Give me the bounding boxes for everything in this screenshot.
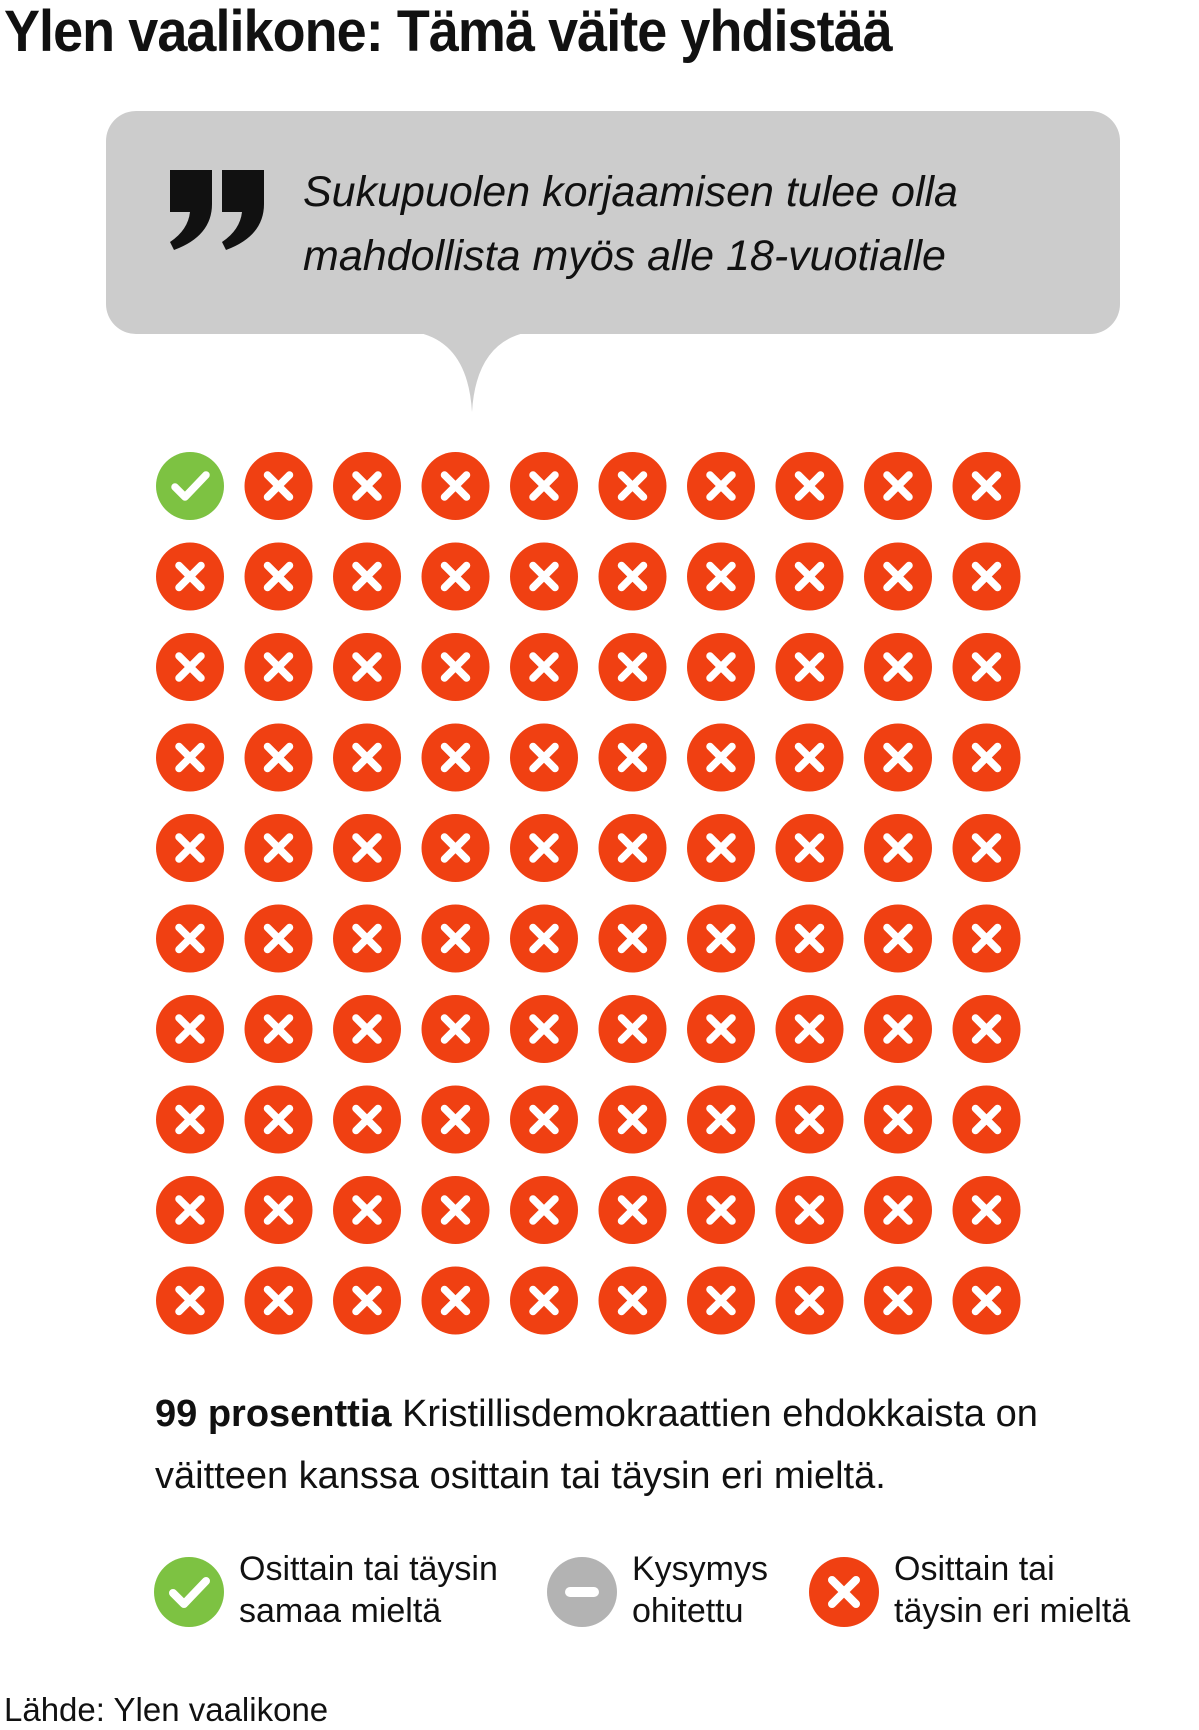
waffle-cell-disagree (864, 1086, 932, 1154)
waffle-cell-disagree (864, 995, 932, 1063)
waffle-cell-disagree (510, 1267, 578, 1335)
waffle-cell-disagree (776, 1176, 844, 1244)
waffle-cell-disagree (687, 452, 755, 520)
waffle-cell-disagree (422, 814, 490, 882)
waffle-cell-disagree (864, 905, 932, 973)
waffle-cell-disagree (245, 724, 313, 792)
waffle-cell-disagree (422, 1267, 490, 1335)
waffle-cell-disagree (422, 1176, 490, 1244)
waffle-cell-disagree (156, 995, 224, 1063)
waffle-cell-disagree (333, 995, 401, 1063)
waffle-cell-disagree (333, 1267, 401, 1335)
waffle-cell-disagree (422, 995, 490, 1063)
waffle-cell-disagree (776, 814, 844, 882)
waffle-cell-disagree (776, 724, 844, 792)
waffle-cell-disagree (599, 1176, 667, 1244)
waffle-cell-disagree (687, 1176, 755, 1244)
check-icon (153, 1556, 225, 1628)
waffle-cell-disagree (599, 1086, 667, 1154)
waffle-cell-disagree (599, 633, 667, 701)
waffle-cell-disagree (864, 633, 932, 701)
waffle-cell-disagree (599, 1267, 667, 1335)
waffle-cell-disagree (510, 1086, 578, 1154)
legend-agree-line-1: Osittain tai täysin (239, 1550, 498, 1588)
statement-line-1: Sukupuolen korjaamisen tulee olla (303, 168, 958, 216)
legend-skipped-line-2: ohitettu (632, 1592, 744, 1630)
waffle-cell-disagree (510, 724, 578, 792)
waffle-cell-disagree (156, 543, 224, 611)
waffle-cell-disagree (156, 1086, 224, 1154)
waffle-cell-disagree (687, 1086, 755, 1154)
waffle-cell-disagree (245, 543, 313, 611)
statement-line-2: mahdollista myös alle 18-vuotialle (303, 232, 946, 280)
waffle-cell-disagree (245, 905, 313, 973)
waffle-cell-disagree (510, 633, 578, 701)
minus-icon (546, 1556, 618, 1628)
waffle-cell-disagree (953, 633, 1021, 701)
legend-disagree-line-2: täysin eri mieltä (894, 1592, 1131, 1630)
waffle-cell-disagree (599, 543, 667, 611)
waffle-cell-disagree (422, 905, 490, 973)
waffle-cell-disagree (510, 1176, 578, 1244)
waffle-cell-disagree (953, 1267, 1021, 1335)
waffle-cell-disagree (864, 543, 932, 611)
waffle-cell-disagree (422, 543, 490, 611)
waffle-cell-disagree (687, 995, 755, 1063)
legend-disagree-line-1: Osittain tai (894, 1550, 1055, 1588)
waffle-cell-disagree (245, 1267, 313, 1335)
waffle-cell-disagree (422, 1086, 490, 1154)
waffle-cell-disagree (776, 543, 844, 611)
legend-label-agree (239, 1548, 498, 1632)
waffle-cell-disagree (776, 633, 844, 701)
waffle-cell-disagree (687, 814, 755, 882)
waffle-cell-disagree (333, 1086, 401, 1154)
waffle-cell-disagree (687, 905, 755, 973)
waffle-cell-disagree (953, 995, 1021, 1063)
waffle-cell-disagree (422, 724, 490, 792)
legend-label-disagree (894, 1548, 1130, 1632)
waffle-cell-disagree (599, 905, 667, 973)
waffle-cell-disagree (245, 814, 313, 882)
waffle-cell-disagree (776, 905, 844, 973)
waffle-cell-disagree (333, 543, 401, 611)
source-note: Lähde: Ylen vaalikone (4, 1691, 329, 1728)
x-icon (808, 1556, 880, 1628)
waffle-cell-disagree (864, 1267, 932, 1335)
waffle-cell-disagree (245, 633, 313, 701)
waffle-cell-disagree (953, 724, 1021, 792)
waffle-cell-agree (156, 452, 224, 520)
waffle-cell-disagree (156, 905, 224, 973)
waffle-cell-disagree (333, 633, 401, 701)
waffle-cell-disagree (953, 543, 1021, 611)
waffle-cell-disagree (156, 724, 224, 792)
waffle-cell-disagree (156, 814, 224, 882)
chart-title: Ylen vaalikone: Tämä väite yhdistää (4, 0, 892, 64)
waffle-cell-disagree (333, 452, 401, 520)
waffle-cell-disagree (953, 1176, 1021, 1244)
waffle-cell-disagree (599, 724, 667, 792)
summary-highlight: 99 prosenttia (155, 1393, 392, 1435)
waffle-cell-disagree (333, 724, 401, 792)
legend-agree-line-2: samaa mieltä (239, 1592, 442, 1630)
summary-text (155, 1383, 1115, 1507)
waffle-cell-disagree (953, 1086, 1021, 1154)
waffle-cell-disagree (422, 633, 490, 701)
waffle-cell-disagree (864, 1176, 932, 1244)
waffle-cell-disagree (156, 633, 224, 701)
waffle-cell-disagree (245, 1176, 313, 1244)
waffle-cell-disagree (422, 452, 490, 520)
waffle-cell-disagree (776, 1086, 844, 1154)
waffle-cell-disagree (599, 452, 667, 520)
waffle-cell-disagree (864, 814, 932, 882)
waffle-cell-disagree (687, 543, 755, 611)
legend-skipped-line-1: Kysymys (632, 1550, 768, 1588)
waffle-cell-disagree (687, 633, 755, 701)
waffle-cell-disagree (245, 452, 313, 520)
waffle-cell-disagree (953, 905, 1021, 973)
waffle-cell-disagree (510, 543, 578, 611)
waffle-cell-disagree (510, 995, 578, 1063)
waffle-cell-disagree (333, 905, 401, 973)
waffle-cell-disagree (156, 1267, 224, 1335)
legend-label-skipped (632, 1548, 768, 1632)
waffle-cell-disagree (599, 814, 667, 882)
waffle-cell-disagree (156, 1176, 224, 1244)
waffle-cell-disagree (599, 995, 667, 1063)
waffle-cell-disagree (864, 724, 932, 792)
summary-rest: Kristillisdemokraattien ehdokkaista on väitteen kanssa osittain tai täysin eri mieltä. (155, 1393, 1038, 1497)
waffle-cell-disagree (333, 814, 401, 882)
waffle-cell-disagree (864, 452, 932, 520)
waffle-cell-disagree (510, 905, 578, 973)
waffle-cell-disagree (687, 1267, 755, 1335)
waffle-cell-disagree (776, 995, 844, 1063)
waffle-cell-disagree (510, 452, 578, 520)
waffle-cell-disagree (245, 1086, 313, 1154)
waffle-cell-disagree (245, 995, 313, 1063)
waffle-cell-disagree (776, 1267, 844, 1335)
waffle-cell-disagree (510, 814, 578, 882)
waffle-cell-disagree (953, 814, 1021, 882)
waffle-cell-disagree (333, 1176, 401, 1244)
waffle-cell-disagree (776, 452, 844, 520)
waffle-cell-disagree (687, 724, 755, 792)
waffle-cell-disagree (953, 452, 1021, 520)
